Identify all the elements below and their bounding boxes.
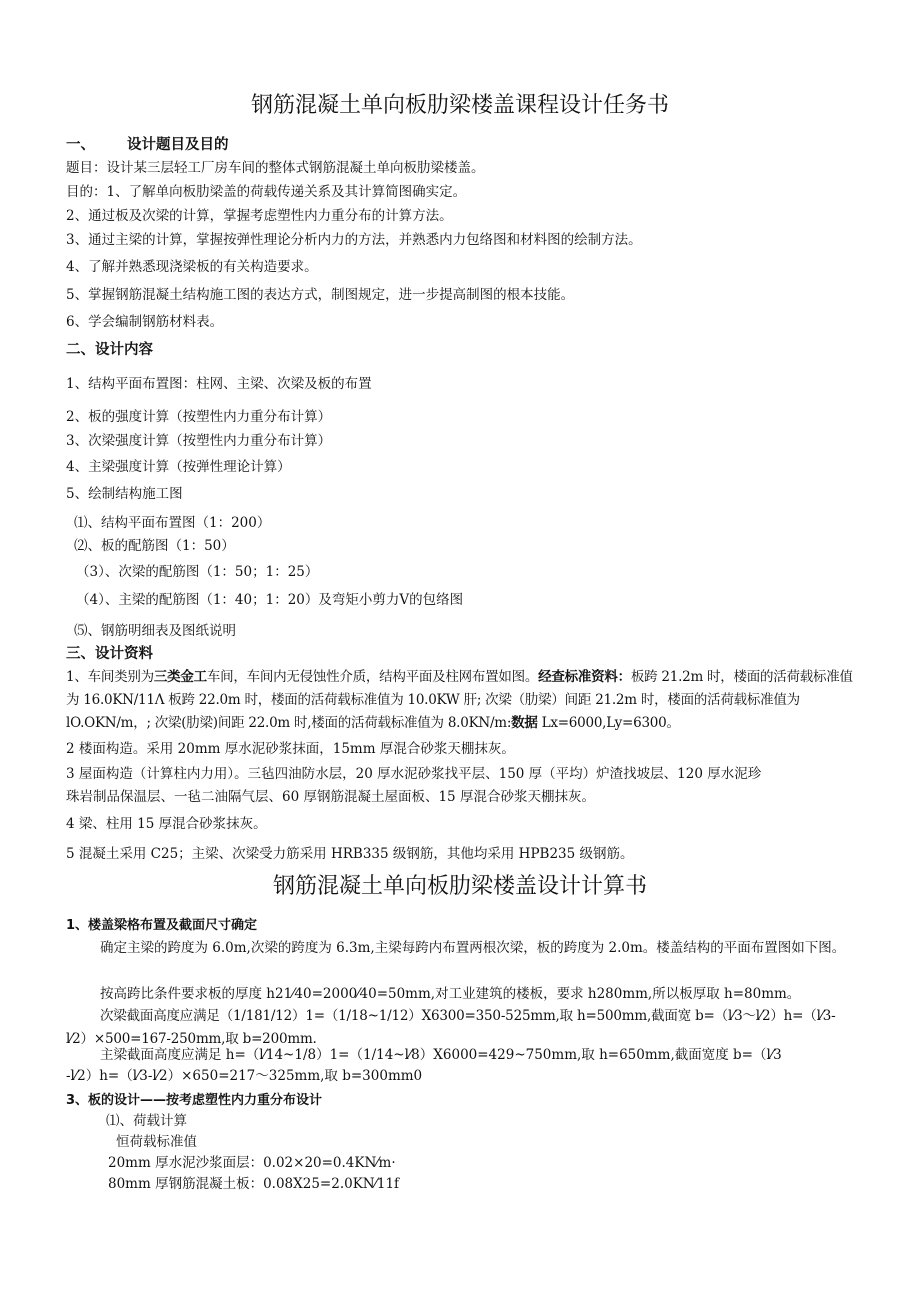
purpose-line-5: 5、掌握钢筋混凝土结构施工图的表达方式，制图规定，进一步提高制图的根本技能。 (66, 287, 575, 303)
section-1-heading: 设计题目及目的 (127, 137, 229, 153)
calc-book-title: 钢筋混凝土单向板肋梁楼盖设计计算书 (272, 874, 647, 899)
p1-data-label: 数据 (511, 715, 538, 731)
drawing-item-5: ⑸、钢筋明细表及图纸说明 (74, 623, 236, 639)
calc-paragraph-2: 按高跨比条件要求板的厚度 h21⁄40=2000⁄40=50mm,对工业建筑的楼板，要求 h280mm,所以板厚取 h=80mm。 (100, 986, 801, 1002)
p1-e: 板跨 21.2m 时，楼面的活荷载标准值为 16.0KN/11Λ 板跨 22.0m 时，楼面的活荷载标准值为 10.0KW 肝; 次梁（肋梁）间距 21.2m 时，楼面的活荷载标准值为 lO.OKN/m，; 次梁(肋梁)间距 22.0m 时,楼面的活荷载标准值为 8.0KN/m: (66, 669, 853, 731)
design-data-line-2: 2 楼面构造。采用 20mm 厚水泥砂浆抹面，15mm 厚混合砂浆天棚抹灰。 (66, 741, 515, 757)
design-data-paragraph-1 (66, 666, 856, 735)
purpose-line-3: 3、通过主梁的计算，掌握按弹性理论分析内力的方法，并熟悉内力包络图和材料图的绘制方法。 (66, 232, 642, 248)
drawing-item-2: ⑵、板的配筋图（1：50） (74, 538, 235, 554)
design-data-line-3a: 3 屋面构造（计算柱内力用）。三毡四油防水层，20 厚水泥砂浆找平层、150 厚（平均）炉渣找坡层、120 厚水泥珍 (66, 766, 762, 782)
load-line-2: 80mm 厚钢筋混凝土板：0.08X25=2.0KN⁄11f (108, 1176, 400, 1192)
p1-g: Lx=6000,Ly=6300。 (537, 715, 680, 731)
drawing-item-1: ⑴、结构平面布置图（1：200） (74, 515, 271, 531)
p1-c: 车间，车间内无侵蚀性介质，结构平面及柱网布置如图。 (206, 669, 539, 685)
section-1-number: 一、 (66, 137, 95, 153)
design-data-line-5: 5 混凝土采用 C25；主梁、次梁受力筋采用 HRB335 级钢筋，其他均采用 HPB235 级钢筋。 (66, 846, 634, 862)
load-line-1: 20mm 厚水泥沙浆面层：0.02×20=0.4KN⁄m· (108, 1155, 396, 1171)
purpose-line-6: 6、学会编制钢筋材料表。 (66, 314, 224, 330)
section-3-heading: 三、设计资料 (66, 646, 153, 662)
calc-paragraph-1: 确定主梁的跨度为 6.0m,次梁的跨度为 6.3m,主梁每跨内布置两根次梁，板的跨度为 2.0m。楼盖结构的平面布置图如下图。 (100, 940, 846, 956)
calc-heading-3: 3、板的设计——按考虑塑性内力重分布设计 (66, 1093, 323, 1108)
p1-a: 1、车间类别为 (66, 669, 154, 685)
content-line-5: 5、绘制结构施工图 (66, 486, 183, 502)
calc-heading-1: 1、楼盖梁格布置及截面尺寸确定 (66, 918, 258, 933)
content-line-1: 1、结构平面布置图：柱网、主梁、次梁及板的布置 (66, 376, 372, 392)
task-book-title: 钢筋混凝土单向板肋梁楼盖课程设计任务书 (250, 93, 669, 118)
purpose-line-1: 目的：1、了解单向板肋梁盖的荷载传递关系及其计算简图确实定。 (66, 184, 467, 200)
dead-load-label: 恒荷载标准值 (116, 1134, 197, 1150)
p1-workshop-class: 三类金工 (153, 669, 207, 685)
drawing-item-3: （3）、次梁的配筋图（1：50；1：25） (76, 564, 319, 580)
section-2-heading: 二、设计内容 (66, 342, 153, 358)
calc-paragraph-3: 次梁截面高度应满足（1/181/12）1=（1/18~1/12）X6300=350-525mm,取 h=500mm,截面宽 b=（l⁄3～l⁄2）h=（l⁄3-l⁄2）×500=167-250mm,取 b=200mm. (66, 1008, 836, 1047)
calc-paragraph-4b: -l⁄2）h=（l⁄3-l⁄2）×650=217～325mm,取 b=300mm0 (66, 1068, 423, 1084)
p1-reference-label: 经查标准资料： (538, 669, 631, 685)
design-data-line-3b: 珠岩制品保温层、一毡二油隔气层、60 厚钢筋混凝土屋面板、15 厚混合砂浆天棚抹灰。 (66, 789, 595, 805)
design-data-line-4: 4 梁、柱用 15 厚混合砂浆抹灰。 (66, 816, 267, 832)
purpose-line-2: 2、通过板及次梁的计算，掌握考虑塑性内力重分布的计算方法。 (66, 208, 453, 224)
purpose-line-4: 4、了解并熟悉现浇梁板的有关构造要求。 (66, 259, 318, 275)
load-calc-heading: ⑴、荷载计算 (106, 1113, 187, 1129)
content-line-2: 2、板的强度计算（按塑性内力重分布计算） (66, 409, 332, 425)
drawing-item-4: （4）、主梁的配筋图（1：40；1：20）及弯矩小剪力V的包络图 (76, 592, 464, 608)
calc-paragraph-4a: 主梁截面高度应满足 h=（l⁄14~1/8）1=（1/14~l⁄8）X6000=429~750mm,取 h=650mm,截面宽度 b=（l⁄3 (100, 1047, 782, 1063)
content-line-4: 4、主梁强度计算（按弹性理论计算） (66, 459, 291, 475)
content-line-3: 3、次梁强度计算（按塑性内力重分布计算） (66, 433, 332, 449)
topic-line: 题目：设计某三层轻工厂房车间的整体式钢筋混凝土单向板肋梁楼盖。 (66, 160, 485, 176)
